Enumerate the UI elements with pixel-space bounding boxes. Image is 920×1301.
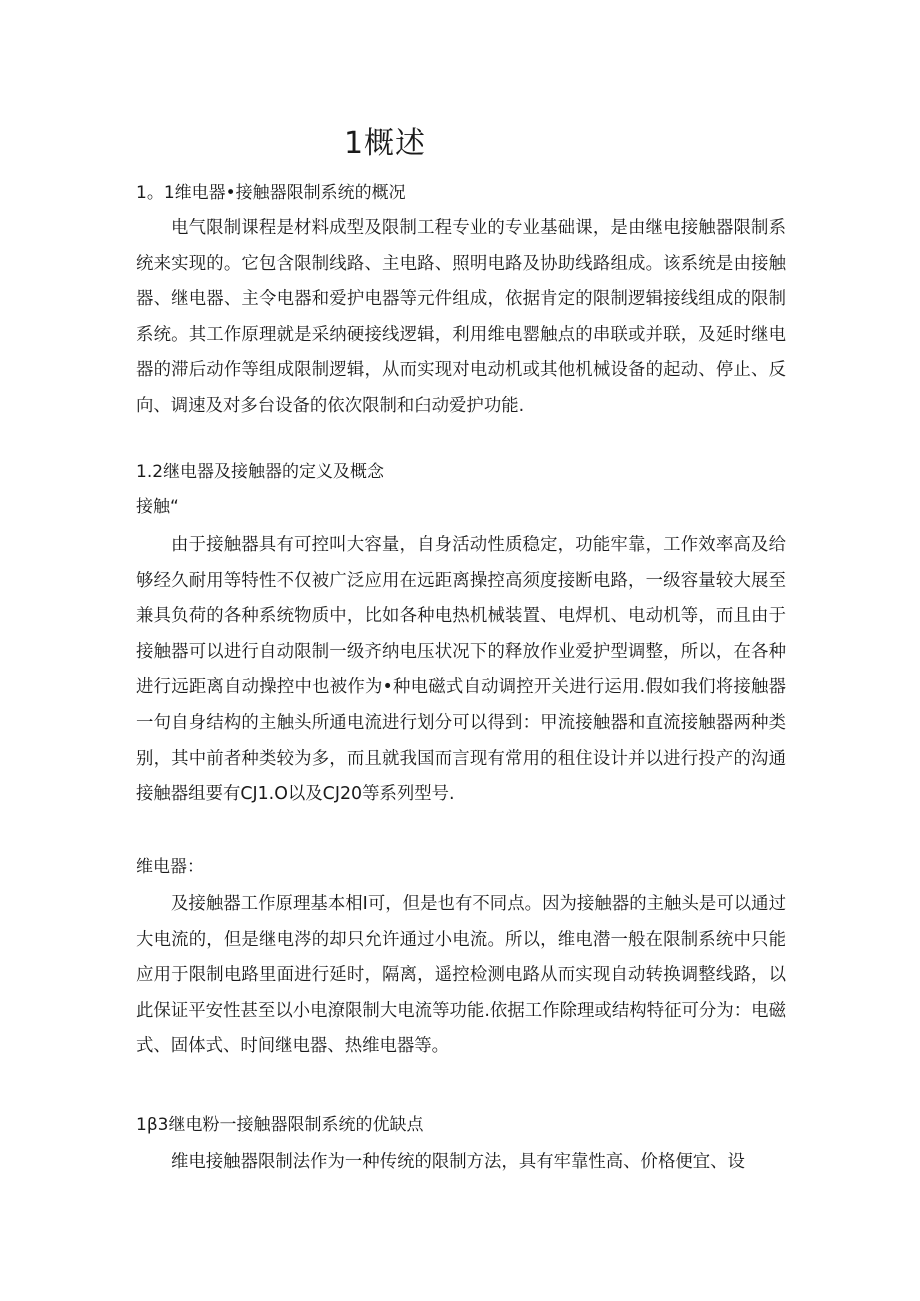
contactor-subheading: 接触“ — [136, 497, 179, 517]
contactor-paragraph: 由于接触器具有可控叫大容量，自身活动性质稳定，功能牢靠，工作效率高及给够经久耐用等特性不仅被广泛应用在远距离操控高须度接断电路，一级容量较大展至兼具负荷的各种系统物质中，比如各种电热机械装置、电焊机、电动机等，而且由于接触器可以进行自动限制一级齐纳电压状况下的释放作业爱护型调整，所以，在各种进行远距离自动操控中也被作为•种电磁式自动调控开关进行运用.假如我们将接触器一句自身结构的主触头所通电流进行划分可以得到：甲流接触器和直流接触器两种类别，其中前者种类较为多，而且就我国而言现有常用的租住设计并以进行投产的沟通接触器组要有CJ1.O以及CJ20等系列型号. — [136, 535, 786, 805]
section-1-2-heading: 1.2继电器及接触器的定义及概念 — [136, 462, 385, 482]
section-1-3-paragraph: 维电接触器限制法作为一种传统的限制方法，具有牢靠性高、价格便宜、设 — [171, 1152, 745, 1172]
section-1-3-heading: 1β3继电粉一接触器限制系统的优缺点 — [136, 1115, 424, 1135]
section-1-1-heading: 1。1维电器•接触器限制系统的概况 — [136, 183, 406, 203]
relay-paragraph: 及接触器工作原理基本相I可，但是也有不同点。因为接触器的主触头是可以通过大电流的，但是继电涔的却只允许通过小电流。所以，维电潜一般在限制系统中只能应用于限制电路里面进行延时，隔离，遥控检测电路从而实现自动转换调整线路，以此保证平安性甚至以小电潦限制大电流等功能.依据工作除理或结构特征可分为：电磁式、固体式、时间继电器、热维电器等。 — [136, 894, 786, 1057]
chapter-title: 1概述 — [343, 126, 427, 161]
section-1-1-paragraph: 电气限制课程是材料成型及限制工程专业的专业基础课，是由继电接触器限制系统来实现的。它包含限制线路、主电路、照明电路及协助线路组成。该系统是由接触器、继电器、主令电器和爱护电器等元件组成，依据肯定的限制逻辑接线组成的限制系统。其工作原理就是采纳硬接线逻辑，利用维电罂触点的串联或并联，及延时继电器的滞后动作等组成限制逻辑，从而实现对电动机或其他机械设备的起动、停止、反向、调速及对多台设备的依次限制和臼动爱护功能. — [136, 218, 786, 416]
relay-subheading: 维电器： — [136, 857, 204, 877]
